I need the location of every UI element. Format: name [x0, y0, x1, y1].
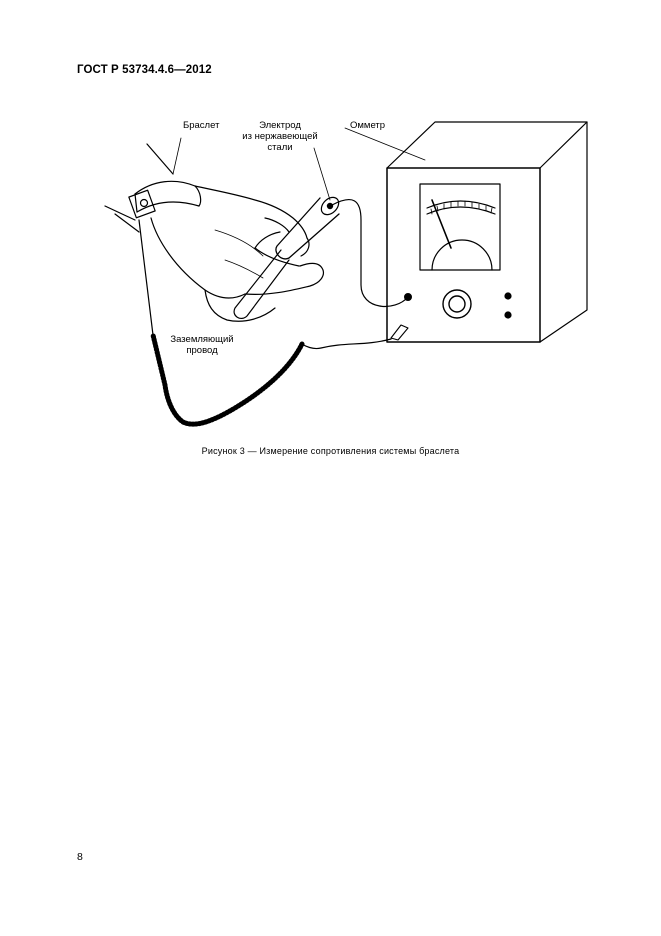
bracelet-label: Браслет: [183, 120, 220, 131]
ground-wire-label: [165, 334, 239, 356]
hand: [151, 186, 323, 321]
electrode-lead: [332, 200, 408, 307]
bracelet: [129, 181, 201, 217]
ground-wire-label-line1: Заземляющий: [170, 334, 234, 345]
electrode-label: [230, 120, 330, 153]
ohmmeter-device: [387, 122, 587, 342]
figure-3: [95, 110, 615, 440]
page-number: 8: [77, 851, 83, 863]
figure-caption: Рисунок 3 — Измерение сопротивления системы браслета: [201, 446, 460, 456]
stainless-steel-electrode: [234, 194, 342, 318]
ground-wire-label-line2: провод: [186, 345, 218, 356]
forearm: [105, 144, 173, 232]
electrode-label-line2: из нержавеющей: [242, 131, 318, 142]
electrode-label-line3: стали: [267, 142, 293, 153]
ohmmeter-label: Омметр: [350, 120, 386, 131]
ground-wire: [139, 220, 408, 424]
electrode-label-line1: Электрод: [259, 120, 301, 131]
resistance-measurement-illustration: [95, 110, 615, 440]
document-header: ГОСТ Р 53734.4.6—2012: [77, 64, 212, 76]
